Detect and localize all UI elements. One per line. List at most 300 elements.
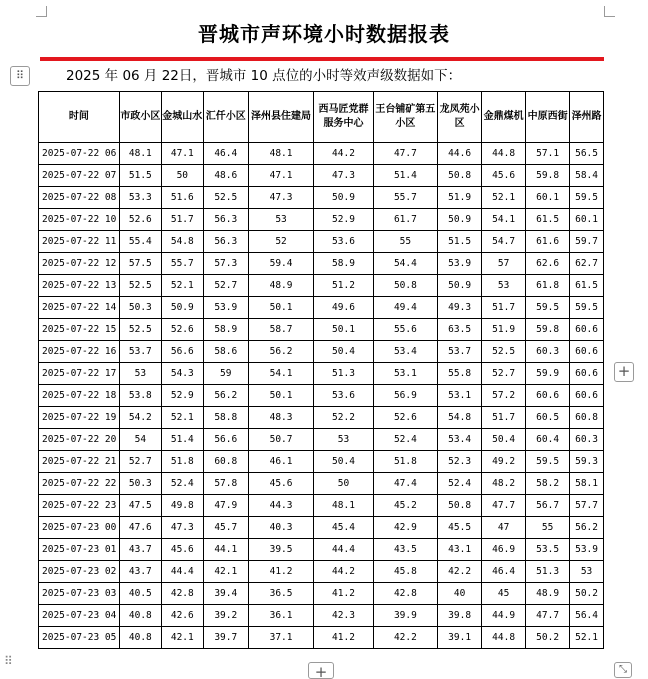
- table-row: [39, 187, 604, 209]
- value-cell[interactable]: 51.3: [526, 561, 570, 583]
- value-cell[interactable]: 51.8: [161, 451, 203, 473]
- value-cell[interactable]: 42.1: [203, 561, 248, 583]
- value-cell[interactable]: 53.4: [438, 429, 482, 451]
- value-cell[interactable]: 45.7: [203, 517, 248, 539]
- time-cell[interactable]: 2025-07-22 20: [39, 429, 120, 451]
- table-row: [39, 253, 604, 275]
- value-cell[interactable]: 53.4: [373, 341, 437, 363]
- value-cell[interactable]: 54.8: [438, 407, 482, 429]
- value-cell[interactable]: 44.9: [482, 605, 526, 627]
- value-cell[interactable]: 46.9: [482, 539, 526, 561]
- time-cell[interactable]: 2025-07-22 07: [39, 165, 120, 187]
- value-cell[interactable]: 48.3: [248, 407, 314, 429]
- time-cell[interactable]: 2025-07-22 19: [39, 407, 120, 429]
- value-cell[interactable]: 59.4: [248, 253, 314, 275]
- value-cell[interactable]: 51.7: [482, 297, 526, 319]
- value-cell[interactable]: 57.1: [526, 143, 570, 165]
- table-row: [39, 385, 604, 407]
- value-cell[interactable]: 42.3: [314, 605, 373, 627]
- value-cell[interactable]: 52.1: [570, 627, 604, 649]
- value-cell[interactable]: 61.6: [526, 231, 570, 253]
- value-cell[interactable]: 40.5: [119, 583, 161, 605]
- value-cell[interactable]: 52.4: [438, 473, 482, 495]
- value-cell[interactable]: 53.7: [119, 341, 161, 363]
- table-row: [39, 473, 604, 495]
- table-row: [39, 275, 604, 297]
- value-cell[interactable]: 42.1: [161, 627, 203, 649]
- value-cell[interactable]: 55.8: [438, 363, 482, 385]
- value-cell[interactable]: 50.9: [161, 297, 203, 319]
- value-cell[interactable]: 60.6: [570, 319, 604, 341]
- value-cell[interactable]: 54.4: [373, 253, 437, 275]
- value-cell[interactable]: 53.5: [526, 539, 570, 561]
- value-cell[interactable]: 57.3: [203, 253, 248, 275]
- value-cell[interactable]: 54.7: [482, 231, 526, 253]
- value-cell[interactable]: 45.6: [161, 539, 203, 561]
- value-cell[interactable]: 60.5: [526, 407, 570, 429]
- value-cell[interactable]: 54.3: [161, 363, 203, 385]
- document-title: 晋城市声环境小时数据报表: [198, 22, 450, 46]
- value-cell[interactable]: 44.4: [314, 539, 373, 561]
- value-cell[interactable]: 57.8: [203, 473, 248, 495]
- column-header-site: 龙凤苑小区: [438, 92, 482, 143]
- value-cell[interactable]: 47.3: [248, 187, 314, 209]
- value-cell[interactable]: 49.6: [314, 297, 373, 319]
- value-cell[interactable]: 53.3: [119, 187, 161, 209]
- value-cell[interactable]: 52.6: [119, 209, 161, 231]
- value-cell[interactable]: 55.7: [161, 253, 203, 275]
- value-cell[interactable]: 42.6: [161, 605, 203, 627]
- value-cell[interactable]: 51.5: [438, 231, 482, 253]
- table-row: [39, 209, 604, 231]
- table-row: [39, 341, 604, 363]
- value-cell[interactable]: 45.4: [314, 517, 373, 539]
- value-cell[interactable]: 42.2: [438, 561, 482, 583]
- value-cell[interactable]: 59.8: [526, 319, 570, 341]
- column-header-site: 汇仟小区: [203, 92, 248, 143]
- column-header-site: 泽州县住建局: [248, 92, 314, 143]
- value-cell[interactable]: 61.8: [526, 275, 570, 297]
- value-cell[interactable]: 51.4: [373, 165, 437, 187]
- time-cell[interactable]: 2025-07-23 00: [39, 517, 120, 539]
- value-cell[interactable]: 55.4: [119, 231, 161, 253]
- value-cell[interactable]: 45.2: [373, 495, 437, 517]
- value-cell[interactable]: 52.5: [119, 319, 161, 341]
- value-cell[interactable]: 58.9: [203, 319, 248, 341]
- value-cell[interactable]: 57.5: [119, 253, 161, 275]
- intro-paragraph: 2025 年 06 月 22日，晋城市 10 点位的小时等效声级数据如下：: [66, 68, 462, 84]
- value-cell[interactable]: 47.1: [161, 143, 203, 165]
- table-row: [39, 165, 604, 187]
- value-cell[interactable]: 57.2: [482, 385, 526, 407]
- value-cell[interactable]: 62.6: [526, 253, 570, 275]
- time-cell[interactable]: 2025-07-22 15: [39, 319, 120, 341]
- value-cell[interactable]: 53.1: [373, 363, 437, 385]
- value-cell[interactable]: 51.3: [314, 363, 373, 385]
- value-cell[interactable]: 53: [482, 275, 526, 297]
- value-cell[interactable]: 51.9: [438, 187, 482, 209]
- value-cell[interactable]: 59.5: [570, 297, 604, 319]
- value-cell[interactable]: 50.4: [482, 429, 526, 451]
- value-cell[interactable]: 59.7: [570, 231, 604, 253]
- add-row-button[interactable]: +: [614, 362, 634, 382]
- value-cell[interactable]: 54.2: [119, 407, 161, 429]
- value-cell[interactable]: 54.1: [482, 209, 526, 231]
- value-cell[interactable]: 39.9: [373, 605, 437, 627]
- value-cell[interactable]: 50.3: [119, 297, 161, 319]
- time-cell[interactable]: 2025-07-22 13: [39, 275, 120, 297]
- value-cell[interactable]: 56.4: [570, 605, 604, 627]
- value-cell[interactable]: 53.7: [438, 341, 482, 363]
- value-cell[interactable]: 39.8: [438, 605, 482, 627]
- table-row: [39, 407, 604, 429]
- value-cell[interactable]: 55: [526, 517, 570, 539]
- value-cell[interactable]: 42.9: [373, 517, 437, 539]
- value-cell[interactable]: 60.6: [570, 341, 604, 363]
- add-column-button[interactable]: +: [308, 662, 334, 679]
- time-cell[interactable]: 2025-07-22 14: [39, 297, 120, 319]
- value-cell[interactable]: 56.2: [570, 517, 604, 539]
- value-cell[interactable]: 52.9: [314, 209, 373, 231]
- value-cell[interactable]: 43.7: [119, 539, 161, 561]
- table-row: [39, 451, 604, 473]
- value-cell[interactable]: 39.5: [248, 539, 314, 561]
- value-cell[interactable]: 53.6: [314, 231, 373, 253]
- value-cell[interactable]: 54.8: [161, 231, 203, 253]
- value-cell[interactable]: 59: [203, 363, 248, 385]
- value-cell[interactable]: 52.4: [161, 473, 203, 495]
- value-cell[interactable]: 48.6: [203, 165, 248, 187]
- value-cell[interactable]: 44.8: [482, 627, 526, 649]
- value-cell[interactable]: 44.8: [482, 143, 526, 165]
- value-cell[interactable]: 56.9: [373, 385, 437, 407]
- value-cell[interactable]: 56.6: [161, 341, 203, 363]
- value-cell[interactable]: 47.3: [314, 165, 373, 187]
- value-cell[interactable]: 51.6: [161, 187, 203, 209]
- value-cell[interactable]: 48.1: [314, 495, 373, 517]
- value-cell[interactable]: 47.1: [248, 165, 314, 187]
- column-header-site: 西马匠党群服务中心: [314, 92, 373, 143]
- value-cell[interactable]: 56.2: [248, 341, 314, 363]
- value-cell[interactable]: 52.5: [203, 187, 248, 209]
- value-cell[interactable]: 48.2: [482, 473, 526, 495]
- page-corner-mark-right: [604, 6, 615, 17]
- column-header-site: 泽州路: [570, 92, 604, 143]
- value-cell[interactable]: 59.3: [570, 451, 604, 473]
- value-cell[interactable]: 44.6: [438, 143, 482, 165]
- value-cell[interactable]: 44.2: [314, 561, 373, 583]
- value-cell[interactable]: 47.4: [373, 473, 437, 495]
- value-cell[interactable]: 36.5: [248, 583, 314, 605]
- value-cell[interactable]: 60.6: [570, 363, 604, 385]
- time-cell[interactable]: 2025-07-22 17: [39, 363, 120, 385]
- value-cell[interactable]: 50.4: [314, 341, 373, 363]
- time-cell[interactable]: 2025-07-22 18: [39, 385, 120, 407]
- table-row: [39, 495, 604, 517]
- drag-grip-icon[interactable]: ⠿: [4, 654, 13, 668]
- table-row: [39, 539, 604, 561]
- value-cell[interactable]: 45.6: [482, 165, 526, 187]
- value-cell[interactable]: 49.4: [373, 297, 437, 319]
- value-cell[interactable]: 53: [248, 209, 314, 231]
- value-cell[interactable]: 52.9: [161, 385, 203, 407]
- table-header-row: [39, 92, 604, 143]
- title-divider: [40, 57, 604, 61]
- value-cell[interactable]: 49.2: [482, 451, 526, 473]
- value-cell[interactable]: 57.7: [570, 495, 604, 517]
- value-cell[interactable]: 47: [482, 517, 526, 539]
- noise-data-table: [38, 91, 604, 649]
- value-cell[interactable]: 50.8: [438, 495, 482, 517]
- value-cell[interactable]: 50.7: [248, 429, 314, 451]
- value-cell[interactable]: 50: [161, 165, 203, 187]
- value-cell[interactable]: 56.3: [203, 231, 248, 253]
- value-cell[interactable]: 40.3: [248, 517, 314, 539]
- column-header-site: 中原西街: [526, 92, 570, 143]
- value-cell[interactable]: 51.7: [161, 209, 203, 231]
- value-cell[interactable]: 52.4: [373, 429, 437, 451]
- table-row: [39, 561, 604, 583]
- time-cell[interactable]: 2025-07-23 02: [39, 561, 120, 583]
- time-cell[interactable]: 2025-07-22 06: [39, 143, 120, 165]
- value-cell[interactable]: 40.8: [119, 627, 161, 649]
- value-cell[interactable]: 46.4: [482, 561, 526, 583]
- value-cell[interactable]: 61.5: [570, 275, 604, 297]
- value-cell[interactable]: 47.7: [373, 143, 437, 165]
- value-cell[interactable]: 51.7: [482, 407, 526, 429]
- value-cell[interactable]: 44.1: [203, 539, 248, 561]
- value-cell[interactable]: 51.2: [314, 275, 373, 297]
- value-cell[interactable]: 41.2: [314, 583, 373, 605]
- table-row: [39, 231, 604, 253]
- table-row: [39, 517, 604, 539]
- value-cell[interactable]: 50.1: [248, 385, 314, 407]
- value-cell[interactable]: 47.9: [203, 495, 248, 517]
- value-cell[interactable]: 45.8: [373, 561, 437, 583]
- value-cell[interactable]: 52.1: [482, 187, 526, 209]
- time-cell[interactable]: 2025-07-22 23: [39, 495, 120, 517]
- value-cell[interactable]: 47.5: [119, 495, 161, 517]
- value-cell[interactable]: 40: [438, 583, 482, 605]
- value-cell[interactable]: 53: [570, 561, 604, 583]
- value-cell[interactable]: 53: [314, 429, 373, 451]
- value-cell[interactable]: 50.8: [373, 275, 437, 297]
- value-cell[interactable]: 58.8: [203, 407, 248, 429]
- value-cell[interactable]: 55: [373, 231, 437, 253]
- value-cell[interactable]: 51.4: [161, 429, 203, 451]
- value-cell[interactable]: 37.1: [248, 627, 314, 649]
- value-cell[interactable]: 46.4: [203, 143, 248, 165]
- time-cell[interactable]: 2025-07-22 16: [39, 341, 120, 363]
- time-cell[interactable]: 2025-07-22 22: [39, 473, 120, 495]
- table-resize-icon[interactable]: ⤡: [614, 662, 632, 678]
- value-cell[interactable]: 39.1: [438, 627, 482, 649]
- time-cell[interactable]: 2025-07-23 01: [39, 539, 120, 561]
- value-cell[interactable]: 58.4: [570, 165, 604, 187]
- value-cell[interactable]: 58.2: [526, 473, 570, 495]
- value-cell[interactable]: 52.7: [482, 363, 526, 385]
- value-cell[interactable]: 56.5: [570, 143, 604, 165]
- value-cell[interactable]: 47.6: [119, 517, 161, 539]
- value-cell[interactable]: 50.3: [119, 473, 161, 495]
- value-cell[interactable]: 60.3: [570, 429, 604, 451]
- time-cell[interactable]: 2025-07-22 11: [39, 231, 120, 253]
- value-cell[interactable]: 54.1: [248, 363, 314, 385]
- value-cell[interactable]: 59.5: [526, 451, 570, 473]
- table-row: [39, 297, 604, 319]
- value-cell[interactable]: 44.2: [314, 143, 373, 165]
- value-cell[interactable]: 52.6: [161, 319, 203, 341]
- table-move-handle-icon[interactable]: ⠿: [10, 66, 30, 86]
- time-cell[interactable]: 2025-07-23 04: [39, 605, 120, 627]
- value-cell[interactable]: 63.5: [438, 319, 482, 341]
- value-cell[interactable]: 49.3: [438, 297, 482, 319]
- column-header-site: 金鼎煤机: [482, 92, 526, 143]
- value-cell[interactable]: 43.7: [119, 561, 161, 583]
- value-cell[interactable]: 59.8: [526, 165, 570, 187]
- value-cell[interactable]: 50.1: [248, 297, 314, 319]
- value-cell[interactable]: 53.8: [119, 385, 161, 407]
- value-cell[interactable]: 48.9: [526, 583, 570, 605]
- value-cell[interactable]: 54: [119, 429, 161, 451]
- value-cell[interactable]: 58.9: [314, 253, 373, 275]
- table-row: [39, 627, 604, 649]
- value-cell[interactable]: 50.9: [314, 187, 373, 209]
- value-cell[interactable]: 56.7: [526, 495, 570, 517]
- value-cell[interactable]: 43.5: [373, 539, 437, 561]
- value-cell[interactable]: 50.2: [526, 627, 570, 649]
- value-cell[interactable]: 42.8: [373, 583, 437, 605]
- value-cell[interactable]: 49.8: [161, 495, 203, 517]
- value-cell[interactable]: 60.3: [526, 341, 570, 363]
- value-cell[interactable]: 55.7: [373, 187, 437, 209]
- value-cell[interactable]: 50.1: [314, 319, 373, 341]
- value-cell[interactable]: 42.2: [373, 627, 437, 649]
- value-cell[interactable]: 52.7: [203, 275, 248, 297]
- value-cell[interactable]: 60.8: [570, 407, 604, 429]
- value-cell[interactable]: 62.7: [570, 253, 604, 275]
- value-cell[interactable]: 60.6: [570, 385, 604, 407]
- value-cell[interactable]: 53.1: [438, 385, 482, 407]
- value-cell[interactable]: 52.3: [438, 451, 482, 473]
- value-cell[interactable]: 39.4: [203, 583, 248, 605]
- value-cell[interactable]: 45.5: [438, 517, 482, 539]
- value-cell[interactable]: 42.8: [161, 583, 203, 605]
- column-header-site: 市政小区: [119, 92, 161, 143]
- value-cell[interactable]: 43.1: [438, 539, 482, 561]
- value-cell[interactable]: 56.6: [203, 429, 248, 451]
- value-cell[interactable]: 58.6: [203, 341, 248, 363]
- value-cell[interactable]: 45: [482, 583, 526, 605]
- table-header: [39, 92, 604, 143]
- value-cell[interactable]: 39.2: [203, 605, 248, 627]
- value-cell[interactable]: 50.9: [438, 275, 482, 297]
- value-cell[interactable]: 53.9: [570, 539, 604, 561]
- value-cell[interactable]: 50.2: [570, 583, 604, 605]
- value-cell[interactable]: 50.9: [438, 209, 482, 231]
- value-cell[interactable]: 48.9: [248, 275, 314, 297]
- value-cell[interactable]: 60.1: [526, 187, 570, 209]
- value-cell[interactable]: 59.5: [570, 187, 604, 209]
- table-row: [39, 363, 604, 385]
- table-row: [39, 319, 604, 341]
- value-cell[interactable]: 52: [248, 231, 314, 253]
- table-body: [39, 143, 604, 649]
- value-cell[interactable]: 47.7: [482, 495, 526, 517]
- value-cell[interactable]: 47.3: [161, 517, 203, 539]
- value-cell[interactable]: 50.8: [438, 165, 482, 187]
- value-cell[interactable]: 52.1: [161, 407, 203, 429]
- column-header-time: 时间: [39, 92, 120, 143]
- value-cell[interactable]: 47.7: [526, 605, 570, 627]
- value-cell[interactable]: 45.6: [248, 473, 314, 495]
- value-cell[interactable]: 59.9: [526, 363, 570, 385]
- value-cell[interactable]: 36.1: [248, 605, 314, 627]
- value-cell[interactable]: 53.6: [314, 385, 373, 407]
- value-cell[interactable]: 52.2: [314, 407, 373, 429]
- value-cell[interactable]: 57: [482, 253, 526, 275]
- value-cell[interactable]: 53: [119, 363, 161, 385]
- value-cell[interactable]: 52.7: [119, 451, 161, 473]
- value-cell[interactable]: 61.7: [373, 209, 437, 231]
- value-cell[interactable]: 41.2: [248, 561, 314, 583]
- value-cell[interactable]: 53.9: [438, 253, 482, 275]
- value-cell[interactable]: 60.6: [526, 385, 570, 407]
- value-cell[interactable]: 58.1: [570, 473, 604, 495]
- value-cell[interactable]: 44.4: [161, 561, 203, 583]
- value-cell[interactable]: 51.5: [119, 165, 161, 187]
- value-cell[interactable]: 48.1: [248, 143, 314, 165]
- table-row: [39, 143, 604, 165]
- value-cell[interactable]: 52.5: [482, 341, 526, 363]
- value-cell[interactable]: 58.7: [248, 319, 314, 341]
- column-header-site: 王台铺矿第五小区: [373, 92, 437, 143]
- page-corner-mark-left: [36, 6, 47, 17]
- time-cell[interactable]: 2025-07-22 08: [39, 187, 120, 209]
- value-cell[interactable]: 50: [314, 473, 373, 495]
- time-cell[interactable]: 2025-07-23 03: [39, 583, 120, 605]
- value-cell[interactable]: 51.9: [482, 319, 526, 341]
- value-cell[interactable]: 40.8: [119, 605, 161, 627]
- value-cell[interactable]: 46.1: [248, 451, 314, 473]
- time-cell[interactable]: 2025-07-22 10: [39, 209, 120, 231]
- value-cell[interactable]: 50.4: [314, 451, 373, 473]
- value-cell[interactable]: 53.9: [203, 297, 248, 319]
- table-row: [39, 429, 604, 451]
- value-cell[interactable]: 59.5: [526, 297, 570, 319]
- table-row: [39, 583, 604, 605]
- column-header-site: 金城山水: [161, 92, 203, 143]
- value-cell[interactable]: 48.1: [119, 143, 161, 165]
- time-cell[interactable]: 2025-07-22 21: [39, 451, 120, 473]
- value-cell[interactable]: 61.5: [526, 209, 570, 231]
- value-cell[interactable]: 60.8: [203, 451, 248, 473]
- value-cell[interactable]: 39.7: [203, 627, 248, 649]
- value-cell[interactable]: 55.6: [373, 319, 437, 341]
- value-cell[interactable]: 44.3: [248, 495, 314, 517]
- time-cell[interactable]: 2025-07-22 12: [39, 253, 120, 275]
- value-cell[interactable]: 56.3: [203, 209, 248, 231]
- value-cell[interactable]: 51.8: [373, 451, 437, 473]
- value-cell[interactable]: 52.5: [119, 275, 161, 297]
- value-cell[interactable]: 56.2: [203, 385, 248, 407]
- value-cell[interactable]: 41.2: [314, 627, 373, 649]
- value-cell[interactable]: 52.6: [373, 407, 437, 429]
- time-cell[interactable]: 2025-07-23 05: [39, 627, 120, 649]
- value-cell[interactable]: 52.1: [161, 275, 203, 297]
- value-cell[interactable]: 60.4: [526, 429, 570, 451]
- value-cell[interactable]: 60.1: [570, 209, 604, 231]
